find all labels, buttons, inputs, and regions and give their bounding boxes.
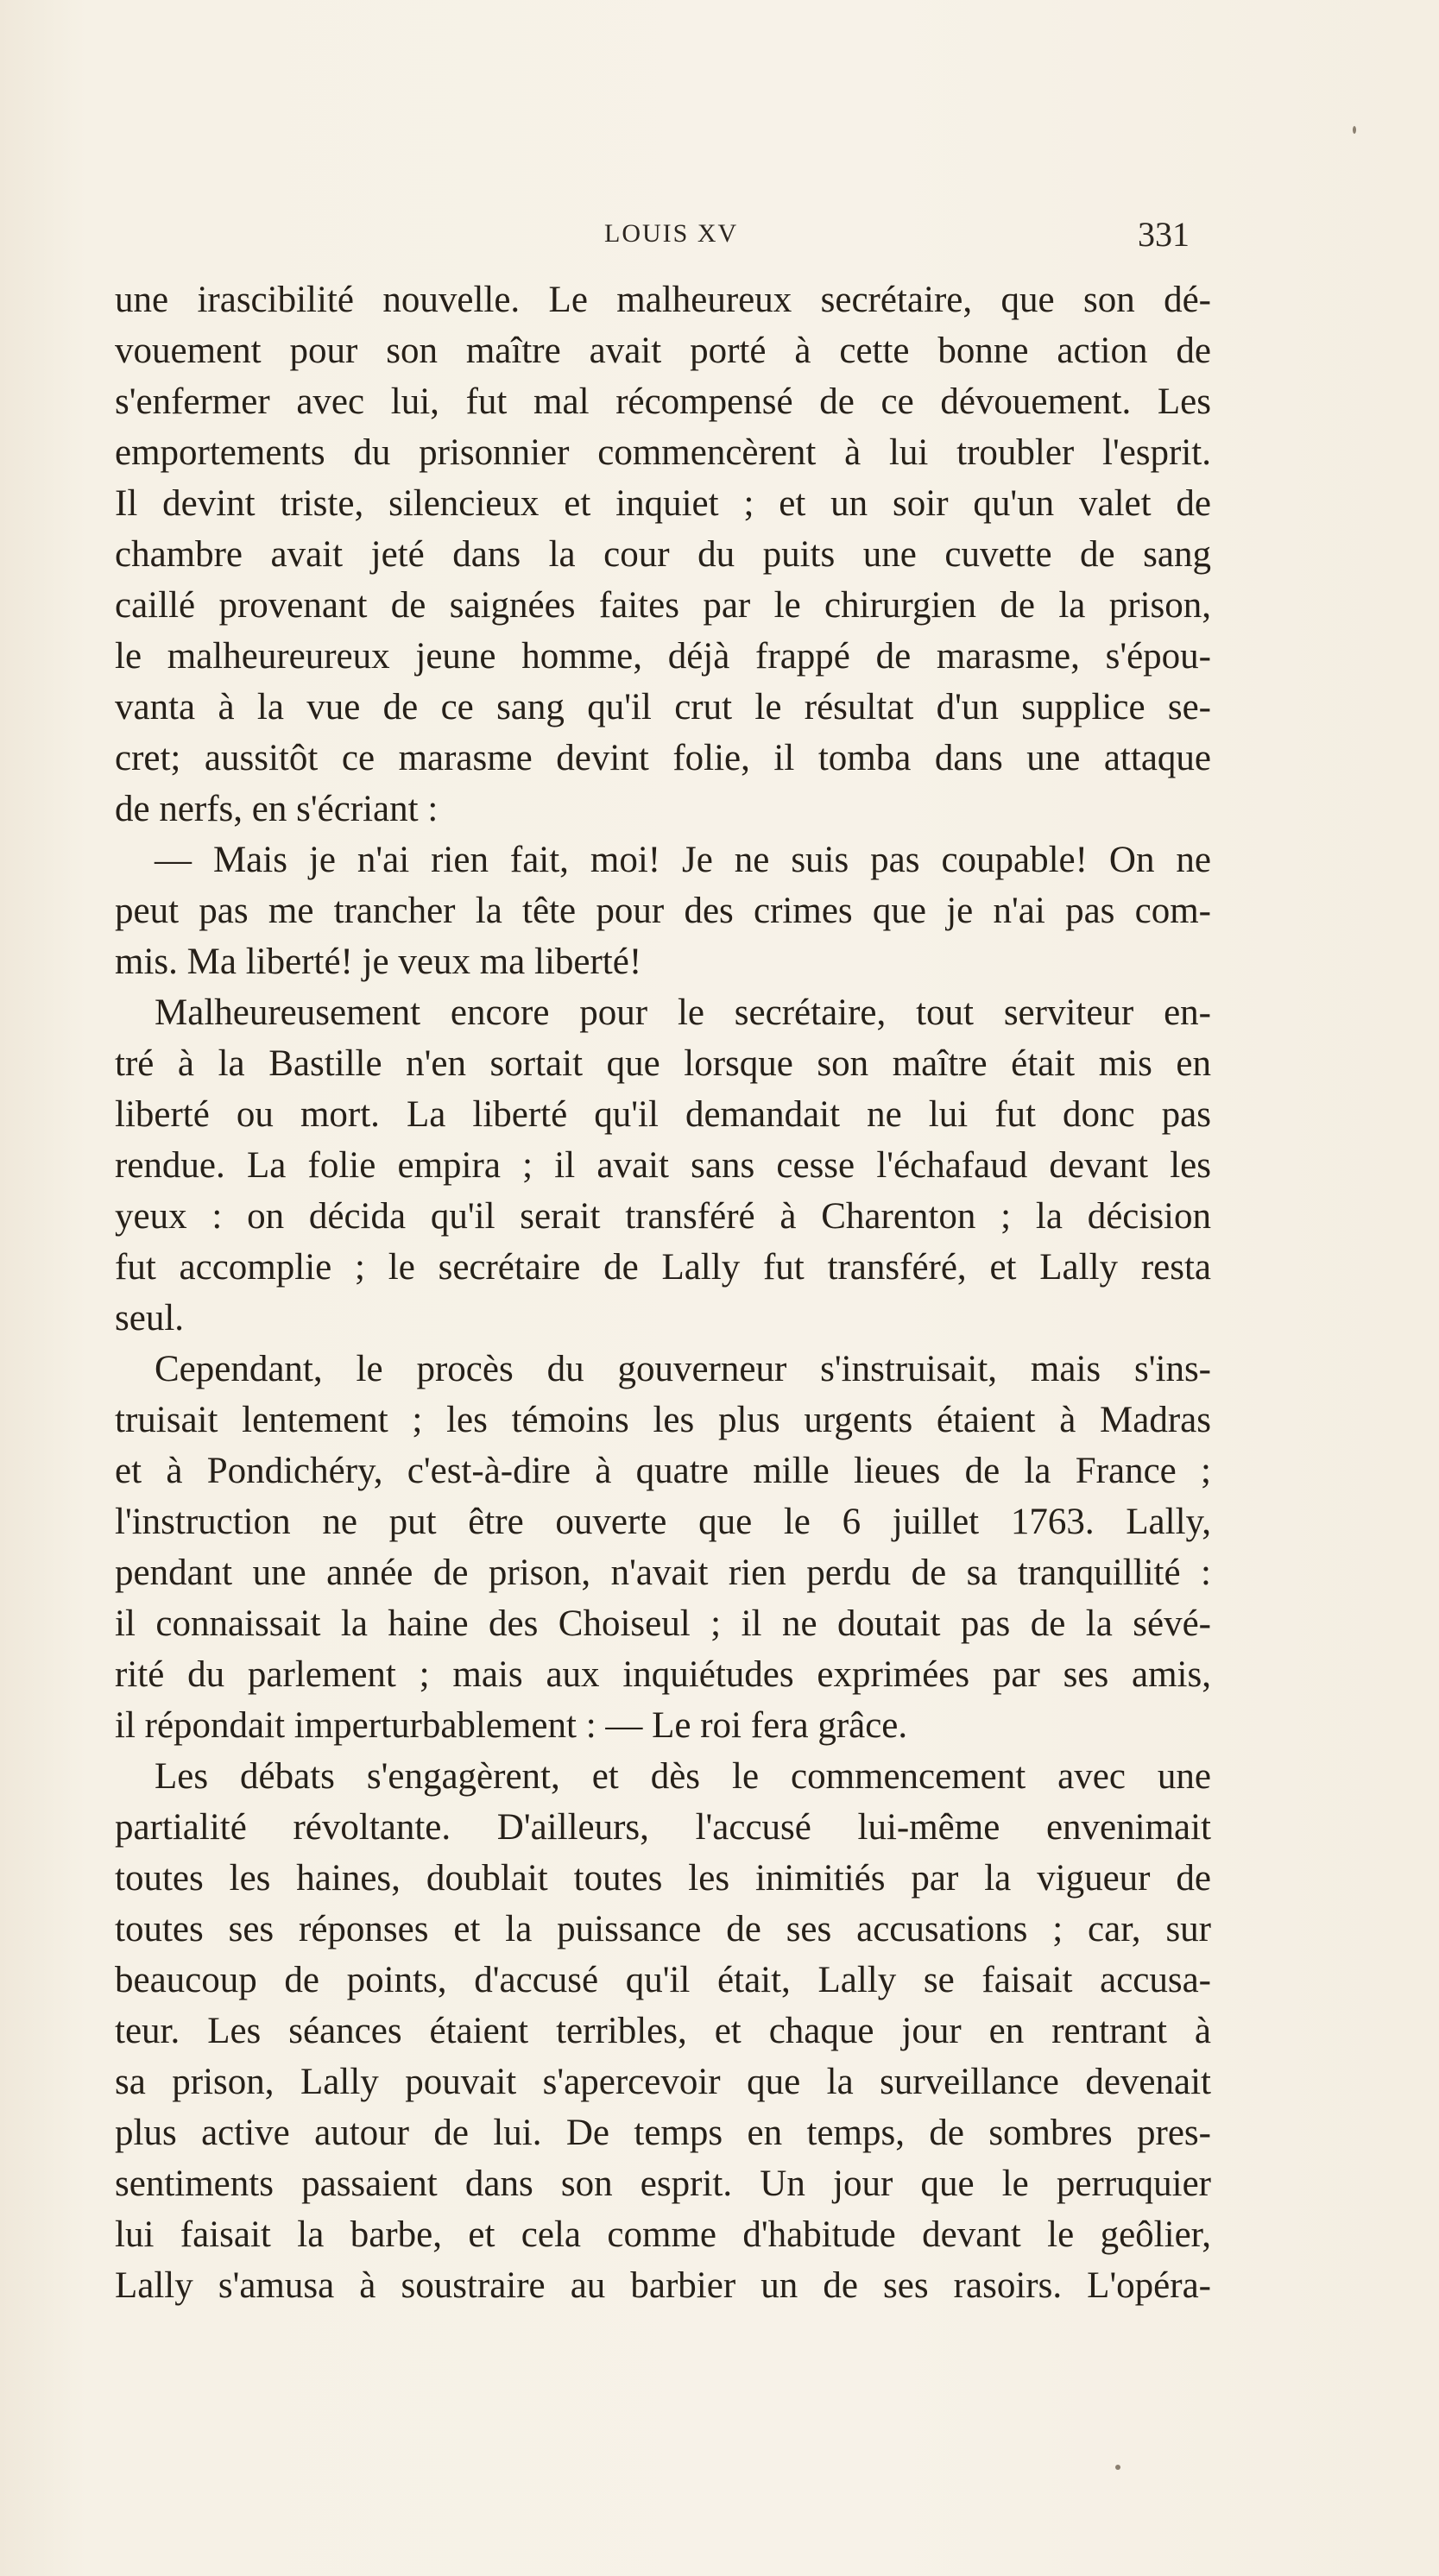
body-text	[115, 274, 1211, 2311]
text-line: toutes ses réponses et la puissance de ses accusations ; car, sur	[115, 1909, 1211, 1949]
running-title: LOUIS XV	[604, 219, 739, 248]
text-line: toutes les haines, doublait toutes les inimitiés par la vigueur de	[115, 1858, 1211, 1899]
text-line: teur. Les séances étaient terribles, et chaque jour en rentrant à	[115, 2011, 1211, 2051]
text-line: et à Pondichéry, c'est-à-dire à quatre mille lieues de la France ;	[115, 1451, 1211, 1491]
text-line: Cependant, le procès du gouverneur s'instruisait, mais s'ins-	[155, 1349, 1211, 1389]
paper-speck	[1353, 126, 1356, 134]
text-line: vanta à la vue de ce sang qu'il crut le résultat d'un supplice se-	[115, 687, 1211, 727]
text-line: Il devint triste, silencieux et inquiet ; et un soir qu'un valet de	[115, 483, 1211, 524]
text-line: Malheureusement encore pour le secrétaire, tout serviteur en-	[155, 992, 1211, 1033]
text-line: fut accomplie ; le secrétaire de Lally fut transféré, et Lally resta	[115, 1247, 1211, 1288]
text-line: s'enfermer avec lui, fut mal récompensé de ce dévouement. Les	[115, 381, 1211, 422]
text-line: yeux : on décida qu'il serait transféré à Charenton ; la décision	[115, 1196, 1211, 1237]
text-line: — Mais je n'ai rien fait, moi! Je ne suis pas coupable! On ne	[155, 840, 1211, 880]
text-line: liberté ou mort. La liberté qu'il demandait ne lui fut donc pas	[115, 1094, 1211, 1135]
text-line: sentiments passaient dans son esprit. Un jour que le perruquier	[115, 2163, 1211, 2204]
text-line: Lally s'amusa à soustraire au barbier un de ses rasoirs. L'opéra-	[115, 2265, 1211, 2306]
text-line: plus active autour de lui. De temps en temps, de sombres pres-	[115, 2113, 1211, 2153]
text-line: emportements du prisonnier commencèrent à lui troubler l'esprit.	[115, 432, 1211, 473]
text-line: partialité révoltante. D'ailleurs, l'accusé lui-même envenimait	[115, 1807, 1211, 1848]
text-line: rendue. La folie empira ; il avait sans cesse l'échafaud devant les	[115, 1145, 1211, 1186]
running-head	[0, 214, 1439, 257]
text-line: peut pas me trancher la tête pour des crimes que je n'ai pas com-	[115, 891, 1211, 931]
text-line: il répondait imperturbablement : — Le roi fera grâce.	[115, 1705, 908, 1746]
text-line: l'instruction ne put être ouverte que le 6 juillet 1763. Lally,	[115, 1502, 1211, 1542]
text-line: pendant une année de prison, n'avait rien perdu de sa tranquillité :	[115, 1553, 1211, 1593]
text-line: cret; aussitôt ce marasme devint folie, il tomba dans une attaque	[115, 738, 1211, 778]
text-line: vouement pour son maître avait porté à cette bonne action de	[115, 331, 1211, 371]
text-line: lui faisait la barbe, et cela comme d'habitude devant le geôlier,	[115, 2214, 1211, 2255]
text-line: tré à la Bastille n'en sortait que lorsque son maître était mis en	[115, 1043, 1211, 1084]
text-line: il connaissait la haine des Choiseul ; il ne doutait pas de la sévé-	[115, 1603, 1211, 1644]
text-line: sa prison, Lally pouvait s'apercevoir que la surveillance devenait	[115, 2062, 1211, 2102]
text-line: truisait lentement ; les témoins les plus urgents étaient à Madras	[115, 1400, 1211, 1440]
text-line: une irascibilité nouvelle. Le malheureux secrétaire, que son dé-	[115, 280, 1211, 320]
text-line: chambre avait jeté dans la cour du puits une cuvette de sang	[115, 534, 1211, 575]
text-line: mis. Ma liberté! je veux ma liberté!	[115, 942, 642, 982]
text-line: le malheureureux jeune homme, déjà frappé de marasme, s'épou-	[115, 636, 1211, 677]
page-number: 331	[1138, 215, 1190, 254]
text-line: beaucoup de points, d'accusé qu'il était, Lally se faisait accusa-	[115, 1960, 1211, 2000]
text-line: caillé provenant de saignées faites par le chirurgien de la prison,	[115, 585, 1211, 626]
paper-speck	[1115, 2465, 1120, 2470]
text-line: seul.	[115, 1298, 185, 1338]
text-line: de nerfs, en s'écriant :	[115, 789, 439, 829]
text-line: rité du parlement ; mais aux inquiétudes exprimées par ses amis,	[115, 1654, 1211, 1695]
text-line: Les débats s'engagèrent, et dès le commencement avec une	[155, 1756, 1211, 1797]
